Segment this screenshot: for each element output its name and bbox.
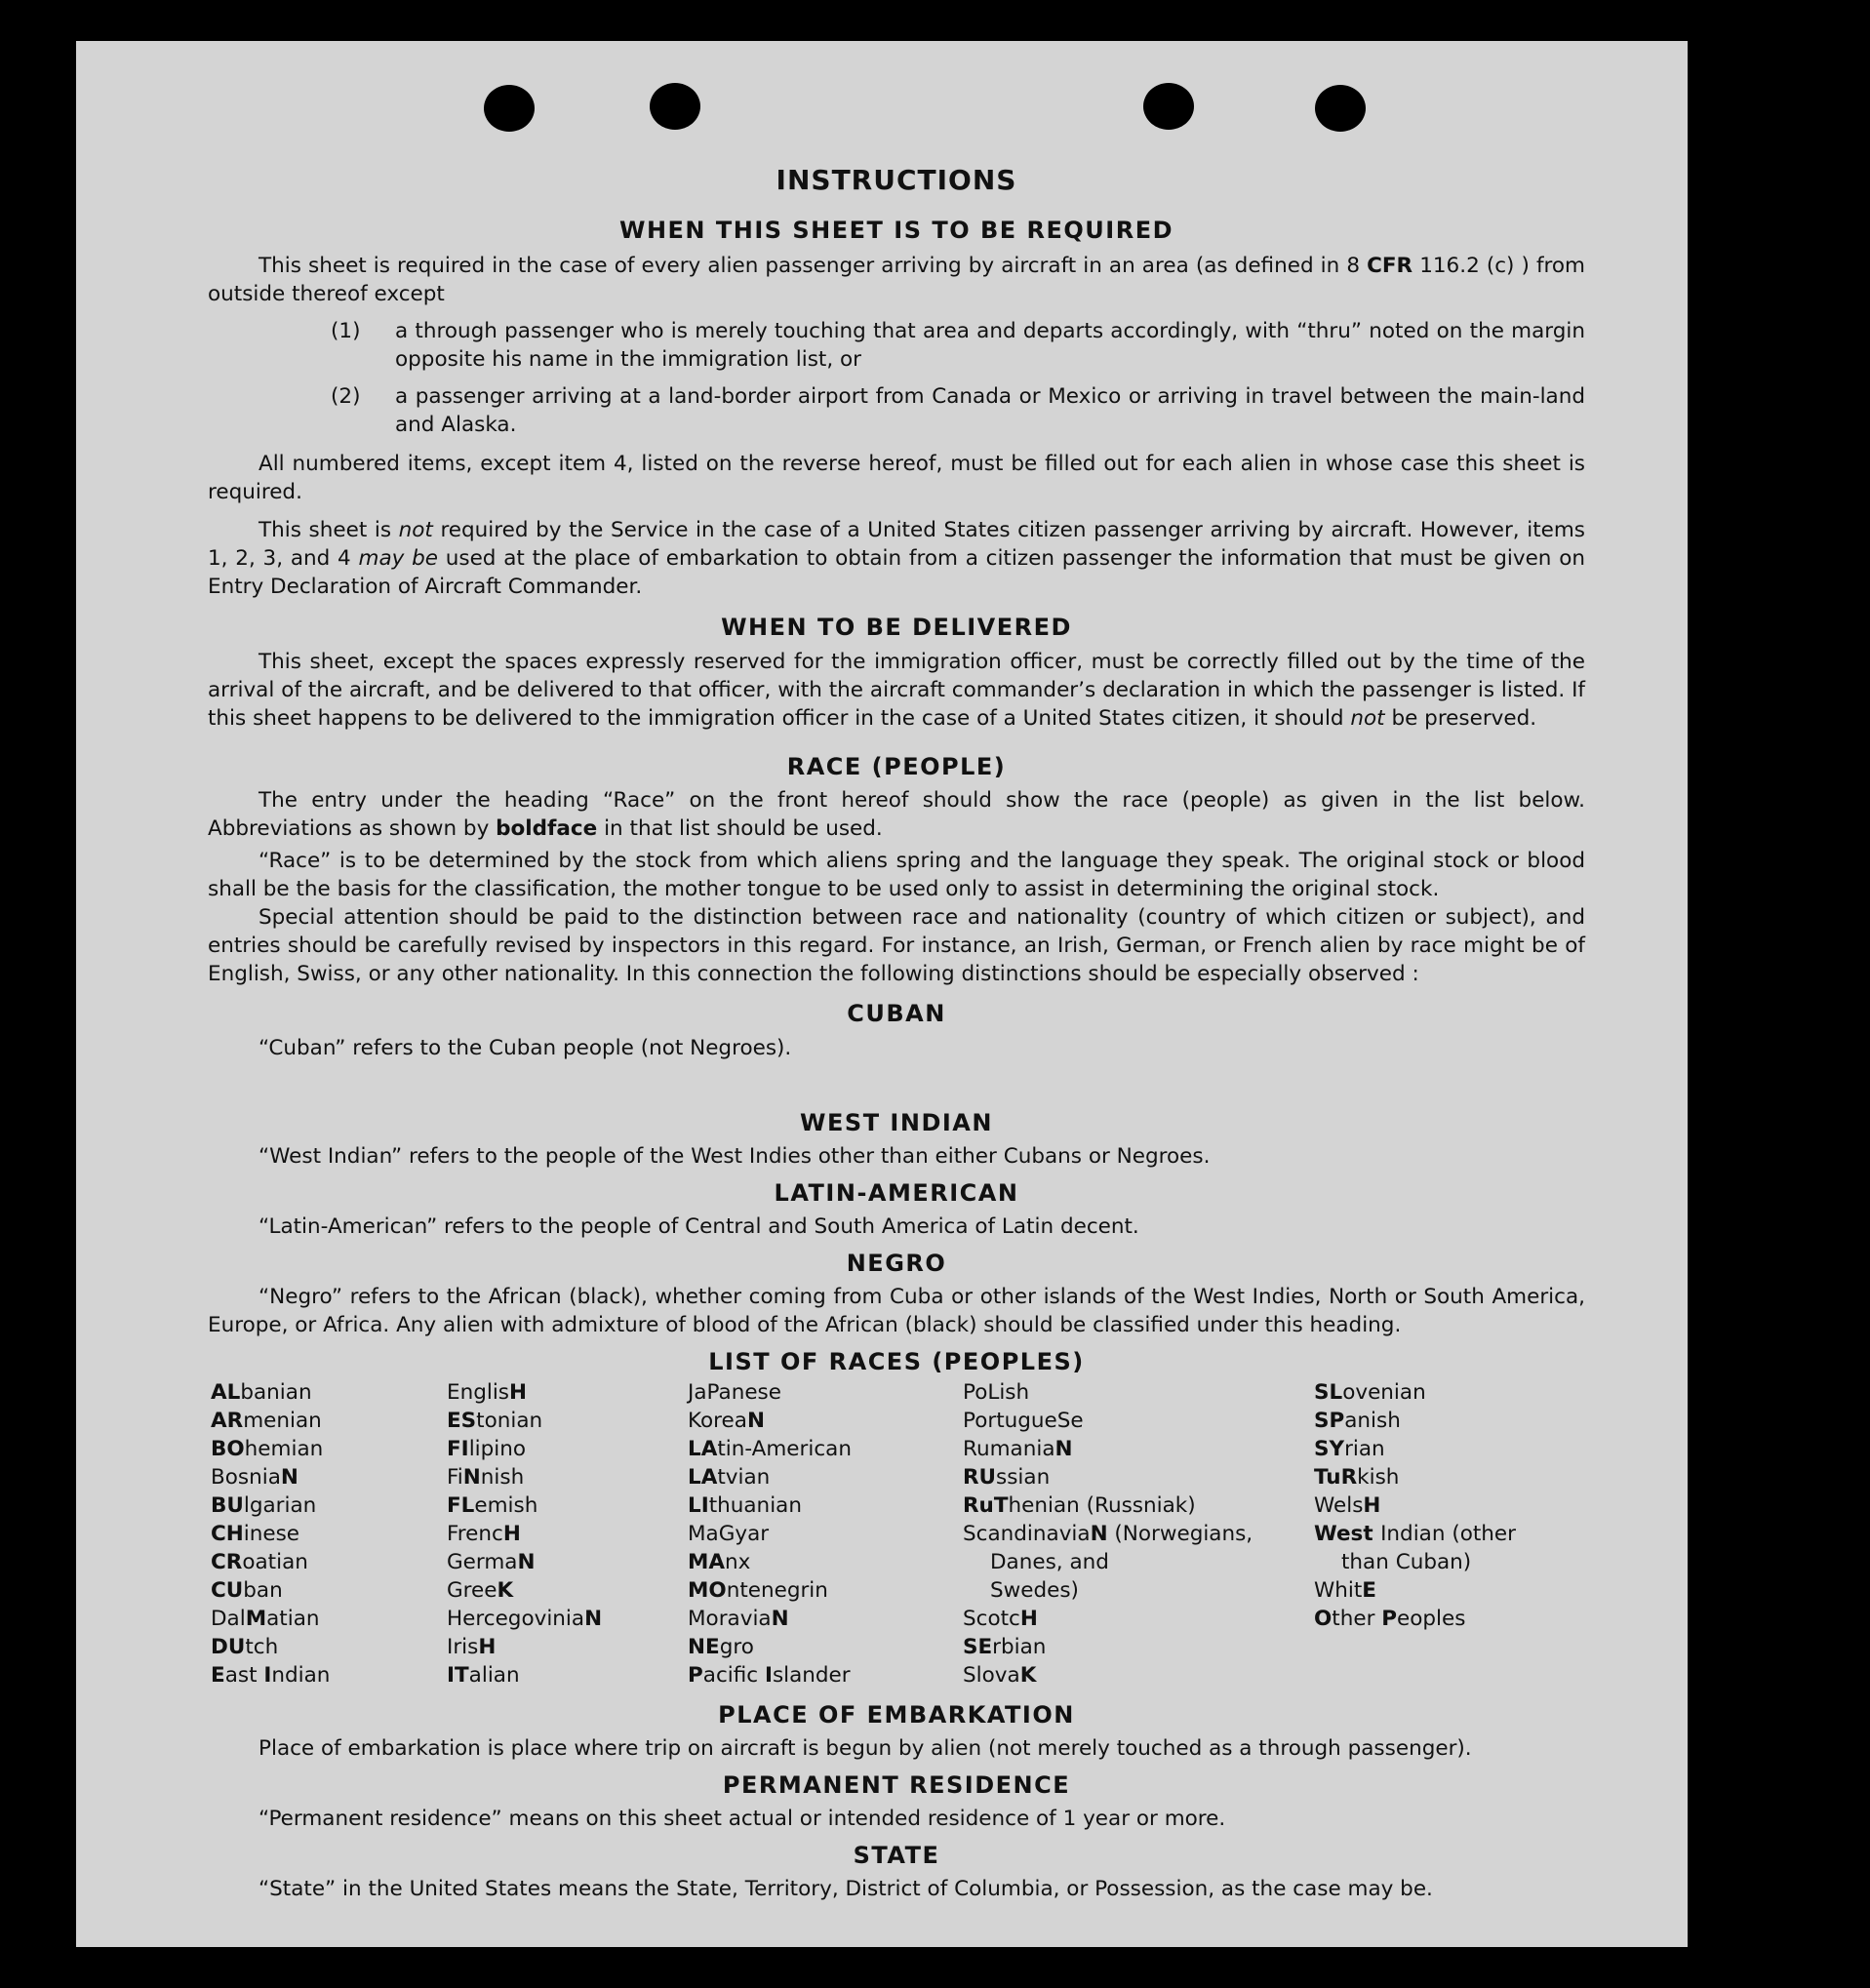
heading-when-required: WHEN THIS SHEET IS TO BE REQUIRED xyxy=(618,217,1174,244)
race-entry: GermaN xyxy=(447,1550,536,1574)
race-list-column-1 xyxy=(211,1378,330,1690)
race-entry: BUlgarian xyxy=(211,1493,317,1518)
race-entry: ScandinaviaN (Norwegians, xyxy=(963,1522,1253,1546)
punch-hole xyxy=(1143,83,1194,130)
definition-permanent-residence: “Permanent residence” means on this sheet actual or intended residence of 1 year or more. xyxy=(259,1807,1226,1831)
race-entry: IrisH xyxy=(447,1635,497,1659)
race-entry: TuRkish xyxy=(1314,1465,1400,1490)
race-entry: MOntenegrin xyxy=(688,1578,828,1603)
race-entry: FiNnish xyxy=(447,1465,525,1490)
race-entry: FLemish xyxy=(447,1493,538,1518)
heading-when-delivered: WHEN TO BE DELIVERED xyxy=(721,614,1072,641)
race-entry: EnglisH xyxy=(447,1380,528,1405)
heading-place-of-embarkation: PLACE OF EMBARKATION xyxy=(718,1701,1075,1729)
heading-permanent-residence: PERMANENT RESIDENCE xyxy=(722,1771,1071,1799)
definition-cuban: “Cuban” refers to the Cuban people (not Negroes). xyxy=(259,1036,792,1060)
race-entry: PortugueSe xyxy=(963,1409,1084,1433)
heading-race: RACE (PEOPLE) xyxy=(786,753,1007,780)
paragraph-delivery: This sheet, except the spaces expressly reserved for the immigration officer, must be correctly filled out by the time of the arrival of the aircraft, and be delivered to that officer, with the aircraft commander’s declaration in which the passenger is listed. If this sheet happens to be delivered to the immigration officer in the case of a United States citizen, it should not be preserved. xyxy=(208,650,1585,731)
race-list-column-3 xyxy=(688,1378,852,1690)
race-entry: ARmenian xyxy=(211,1409,322,1433)
race-entry: WelsH xyxy=(1314,1493,1381,1518)
definition-state: “State” in the United States means the State, Territory, District of Columbia, or Possession, as the case may be. xyxy=(259,1877,1433,1901)
race-entry: LAtin-American xyxy=(688,1437,852,1461)
race-entry: KoreaN xyxy=(688,1409,765,1433)
definition-west-indian: “West Indian” refers to the people of the West Indies other than either Cubans or Negroes. xyxy=(259,1144,1211,1169)
definition-latin-american: “Latin-American” refers to the people of Central and South America of Latin decent. xyxy=(259,1214,1139,1239)
race-list-column-4 xyxy=(963,1378,1253,1690)
race-entry: ITalian xyxy=(447,1663,520,1688)
heading-negro: NEGRO xyxy=(846,1250,947,1277)
paragraph-race-determination: “Race” is to be determined by the stock from which aliens spring and the language they speak. The original stock or blood shall be the basis for the classification, the mother tongue to be used only to assist in determining the original stock. xyxy=(208,849,1585,901)
race-entry: FrencH xyxy=(447,1522,521,1546)
punch-hole xyxy=(650,83,700,130)
race-entry: Other Peoples xyxy=(1314,1607,1466,1631)
race-entry: Danes, and xyxy=(990,1550,1109,1574)
race-entry: EStonian xyxy=(447,1409,543,1433)
race-entry: HercegoviniaN xyxy=(447,1607,603,1631)
race-entry: SErbian xyxy=(963,1635,1047,1659)
race-entry: than Cuban) xyxy=(1341,1550,1472,1574)
race-entry: MaGyar xyxy=(688,1522,770,1546)
definition-negro: “Negro” refers to the African (black), whether coming from Cuba or other islands of the West Indies, North or South America, Europe, or Africa. Any alien with admixture of blood of the African (black) should be classified under this heading. xyxy=(208,1285,1585,1337)
race-list-column-5 xyxy=(1314,1378,1516,1633)
race-entry: ALbanian xyxy=(211,1380,312,1405)
race-entry: PoLish xyxy=(963,1380,1030,1405)
paragraph-requirement: This sheet is required in the case of every alien passenger arriving by aircraft in an area (as defined in 8 CFR 116.2 (c) ) from outside thereof except xyxy=(208,254,1585,306)
race-entry: CRoatian xyxy=(211,1550,308,1574)
document-sheet: INSTRUCTIONS WHEN THIS SHEET IS TO BE REQUIRED This sheet is required in the case of every alien passenger arriving by aircraft in an area (as defined in 8 CFR 116.2 (c) ) from outside thereof except (1) a through passenger who is merely touching that area and departs accordingly, with “thru” noted on the margin opposite his name in the immigration list, or (2) a passenger arriving at a land-border airport from Canada or Mexico or arriving in travel between the main-land and Alaska. All numbered items, except item 4, listed on the reverse hereof, must be filled out for each alien in whose case this sheet is required. This sheet is not required by the Service in the case of a United States citizen passenger arriving by aircraft. However, items 1, 2, 3, and 4 may be used at the place of embarkation to obtain from a citizen passenger the information that must be given on Entry Declaration of Aircraft Commander. WHEN TO BE DELIVERED This sheet, except the spaces expressly reserved for the immigration officer, must be correctly filled out by the time of the arrival of the aircraft, and be delivered to that officer, with the aircraft commander’s declaration in which the passenger is listed. If this sheet happens to be delivered to the immigration officer in the case of a United States citizen, it should not be preserved. RACE (PEOPLE) The entry under the heading “Race” on the front hereof should show the race (people) as given in the list below. Abbreviations as shown by boldface in that list should be used. “Race” is to be determined by the stock from which aliens spring and the language they speak. The original stock or blood shall be the basis for the classification, the mother tongue to be used only to assist in determining the original stock. Special attention should be paid to the distinction between race and nationality (country of which citizen or subject), and entries should be carefully revised by inspectors in this regard. For instance, an Irish, German, or French alien by race might be of English, Swiss, or any other nationality. In this connection the following distinctions should be especially observed : CUBAN “Cuban” refers to the Cuban people (not Negroes). WEST INDIAN “West Indian” refers to the people of the West Indies other than either Cubans or Negroes. LATIN-AMERICAN “Latin-American” refers to the people of Central and South America of Latin decent. NEGRO “Negro” refers to the African (black), whether coming from Cuba or other islands of the West Indies, North or South America, Europe, or Africa. Any alien with admixture of blood of the African (black) should be classified under this heading. LIST OF RACES (PEOPLES) ALbanian ARmenian BOhemian BosniaN BUlgarian CHinese CRoatian CUban DalMatian DUtch East Indian EnglisH EStonian FIlipino FiNnish FLemish FrencH GermaN GreeK HercegoviniaN IrisH ITalian JaPanese KoreaN LAtin-American LAtvian LIthuanian MaGyar MAnx MOntenegrin MoraviaN NEgro Pacific Islander PoLish PortugueSe RumaniaN RUssian RuThenian (Russniak) ScandinaviaN (Norwegians, Danes, and Swedes) ScotcH SErbian SlovaK SLovenian SPanish SYrian TuRkish WelsH West Indian (other than Cuban) WhitE Other Peoples PLACE OF EMBARKATION Place of embarkation is place where trip on aircraft is begun by alien (not merely touched as a through passenger). PERMANENT RESIDENCE “Permanent residence” means on this sheet actual or intended residence of 1 year or more. STATE “State” in the United States means the State, Territory, District of Columbia, or Possession, as the case may be. xyxy=(76,41,1688,1947)
race-entry: BOhemian xyxy=(211,1437,324,1461)
race-entry: Pacific Islander xyxy=(688,1663,851,1688)
race-entry: MoraviaN xyxy=(688,1607,789,1631)
race-list-column-2 xyxy=(447,1378,602,1690)
race-entry: East Indian xyxy=(211,1663,331,1688)
paragraph-numbered-items: All numbered items, except item 4, listed on the reverse hereof, must be filled out for each alien in whose case this sheet is required. xyxy=(208,452,1585,504)
paragraph-citizen: This sheet is not required by the Service in the case of a United States citizen passenger arriving by aircraft. However, items 1, 2, 3, and 4 may be used at the place of embarkation to obtain from a citizen passenger the information that must be given on Entry Declaration of Aircraft Commander. xyxy=(208,518,1586,599)
race-entry: RUssian xyxy=(963,1465,1051,1490)
race-entry: SLovenian xyxy=(1314,1380,1426,1405)
race-entry: WhitE xyxy=(1314,1578,1376,1603)
race-entry: RumaniaN xyxy=(963,1437,1073,1461)
punch-hole xyxy=(1315,85,1366,132)
race-entry: MAnx xyxy=(688,1550,751,1574)
paragraph-race-nationality: Special attention should be paid to the distinction between race and nationality (country of which citizen or subject), and entries should be carefully revised by inspectors in this regard. For instance, an Irish, German, or French alien by race might be of English, Swiss, or any other nationality. In this connection the following distinctions should be especially observed : xyxy=(208,905,1585,986)
race-entry: GreeK xyxy=(447,1578,514,1603)
race-entry: FIlipino xyxy=(447,1437,527,1461)
heading-west-indian: WEST INDIAN xyxy=(800,1109,993,1136)
race-entry: NEgro xyxy=(688,1635,754,1659)
race-entry: LAtvian xyxy=(688,1465,771,1490)
race-entry: SlovaK xyxy=(963,1663,1037,1688)
definition-embarkation: Place of embarkation is place where trip on aircraft is begun by alien (not merely touched as a through passenger). xyxy=(259,1736,1472,1761)
paragraph-race-entry: The entry under the heading “Race” on the front hereof should show the race (people) as given in the list below. Abbreviations as shown by boldface in that list should be used. xyxy=(208,788,1585,841)
race-entry: LIthuanian xyxy=(688,1493,802,1518)
race-entry: SYrian xyxy=(1314,1437,1385,1461)
page-title: INSTRUCTIONS xyxy=(776,164,1017,196)
race-entry: Swedes) xyxy=(990,1578,1079,1603)
race-entry: CHinese xyxy=(211,1522,300,1546)
heading-state: STATE xyxy=(853,1842,940,1869)
race-entry: DalMatian xyxy=(211,1607,320,1631)
race-entry: RuThenian (Russniak) xyxy=(963,1493,1196,1518)
race-entry: CUban xyxy=(211,1578,283,1603)
heading-list-of-races: LIST OF RACES (PEOPLES) xyxy=(708,1348,1085,1375)
race-entry: ScotcH xyxy=(963,1607,1038,1631)
race-entry: DUtch xyxy=(211,1635,279,1659)
race-entry: West Indian (other xyxy=(1314,1522,1516,1546)
race-entry: JaPanese xyxy=(688,1380,781,1405)
punch-hole xyxy=(484,85,535,132)
race-entry: BosniaN xyxy=(211,1465,298,1490)
race-entry: SPanish xyxy=(1314,1409,1401,1433)
heading-cuban: CUBAN xyxy=(847,1000,946,1027)
heading-latin-american: LATIN-AMERICAN xyxy=(774,1179,1019,1207)
